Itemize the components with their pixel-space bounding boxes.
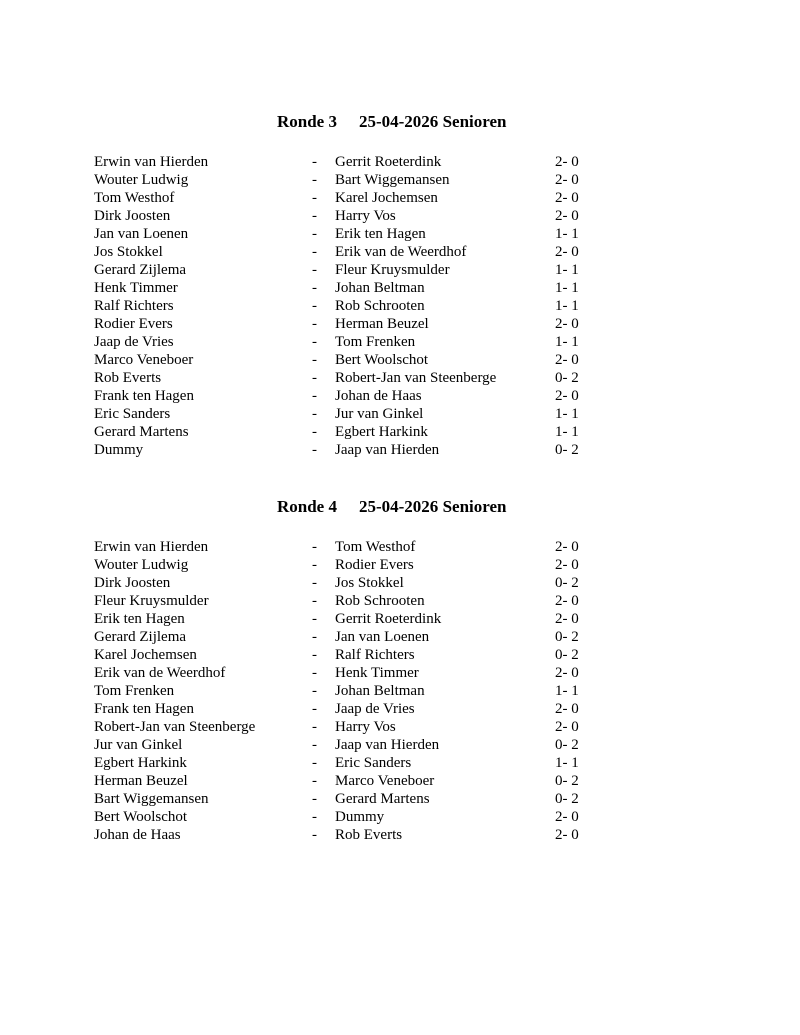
- pairing-score: 2- 0: [555, 593, 579, 609]
- pairing-row: [0, 243, 800, 261]
- pairing-row: [0, 387, 800, 405]
- pairing-row: [0, 225, 800, 243]
- pairing-score: 0- 2: [555, 773, 579, 789]
- pairing-score: 2- 0: [555, 827, 579, 843]
- pairing-score: 2- 0: [555, 719, 579, 735]
- black-player: Johan de Haas: [335, 388, 422, 404]
- pairing-score: 2- 0: [555, 557, 579, 573]
- pairing-separator: -: [312, 665, 317, 681]
- pairing-separator: -: [312, 190, 317, 206]
- black-player: Fleur Kruysmulder: [335, 262, 450, 278]
- white-player: Bart Wiggemansen: [94, 791, 209, 807]
- pairing-row: [0, 261, 800, 279]
- pairing-separator: -: [312, 370, 317, 386]
- pairing-separator: -: [312, 539, 317, 555]
- black-player: Henk Timmer: [335, 665, 419, 681]
- pairing-row: [0, 279, 800, 297]
- pairing-row: [0, 592, 800, 610]
- pairing-score: 0- 2: [555, 575, 579, 591]
- pairing-separator: -: [312, 262, 317, 278]
- white-player: Dirk Joosten: [94, 575, 171, 591]
- pairing-row: [0, 628, 800, 646]
- pairing-score: 0- 2: [555, 370, 579, 386]
- pairing-separator: -: [312, 442, 317, 458]
- white-player: Gerard Martens: [94, 424, 189, 440]
- pairing-separator: -: [312, 827, 317, 843]
- round-date: 25-04-2026: [358, 112, 439, 131]
- pairing-separator: -: [312, 629, 317, 645]
- pairing-separator: -: [312, 316, 317, 332]
- black-player: Johan Beltman: [335, 280, 425, 296]
- pairing-separator: -: [312, 719, 317, 735]
- pairing-row: [0, 646, 800, 664]
- pairing-score: 2- 0: [555, 244, 579, 260]
- pairing-separator: -: [312, 737, 317, 753]
- pairing-separator: -: [312, 755, 317, 771]
- white-player: Herman Beuzel: [94, 773, 188, 789]
- pairing-separator: -: [312, 683, 317, 699]
- white-player: Frank ten Hagen: [94, 388, 194, 404]
- black-player: Marco Veneboer: [335, 773, 435, 789]
- white-player: Egbert Harkink: [94, 755, 187, 771]
- pairing-row: [0, 297, 800, 315]
- pairing-row: [0, 333, 800, 351]
- round-3-title: [277, 110, 506, 134]
- black-player: Jan van Loenen: [335, 629, 430, 645]
- pairing-score: 2- 0: [555, 172, 579, 188]
- white-player: Gerard Zijlema: [94, 629, 187, 645]
- white-player: Jur van Ginkel: [94, 737, 183, 753]
- white-player: Jan van Loenen: [94, 226, 189, 242]
- pairing-score: 1- 1: [555, 334, 579, 350]
- round-label: Ronde 3: [277, 112, 337, 131]
- black-player: Egbert Harkink: [335, 424, 428, 440]
- pairing-row: [0, 808, 800, 826]
- white-player: Karel Jochemsen: [94, 647, 197, 663]
- white-player: Erwin van Hierden: [94, 154, 209, 170]
- pairing-row: [0, 700, 800, 718]
- pairing-score: 2- 0: [555, 539, 579, 555]
- black-player: Gerard Martens: [335, 791, 430, 807]
- black-player: Gerrit Roeterdink: [335, 154, 442, 170]
- pairing-row: [0, 826, 800, 844]
- pairings-list: [0, 153, 800, 459]
- pairing-score: 2- 0: [555, 154, 579, 170]
- black-player: Dummy: [335, 809, 385, 825]
- black-player: Harry Vos: [335, 208, 396, 224]
- white-player: Tom Westhof: [94, 190, 175, 206]
- pairing-score: 2- 0: [555, 611, 579, 627]
- pairing-separator: -: [312, 244, 317, 260]
- pairing-score: 1- 1: [555, 755, 579, 771]
- pairing-separator: -: [312, 298, 317, 314]
- pairing-row: [0, 315, 800, 333]
- pairing-separator: -: [312, 593, 317, 609]
- black-player: Jos Stokkel: [335, 575, 404, 591]
- black-player: Ralf Richters: [335, 647, 415, 663]
- pairing-row: [0, 423, 800, 441]
- white-player: Eric Sanders: [94, 406, 171, 422]
- pairing-separator: -: [312, 557, 317, 573]
- pairing-row: [0, 405, 800, 423]
- white-player: Rob Everts: [94, 370, 162, 386]
- black-player: Jur van Ginkel: [335, 406, 424, 422]
- black-player: Robert-Jan van Steenberge: [335, 370, 497, 386]
- pairing-separator: -: [312, 424, 317, 440]
- black-player: Harry Vos: [335, 719, 396, 735]
- round-date: 25-04-2026: [358, 497, 439, 516]
- round-group: Senioren: [442, 112, 507, 131]
- black-player: Rob Everts: [335, 827, 403, 843]
- black-player: Jaap van Hierden: [335, 442, 440, 458]
- pairing-row: [0, 207, 800, 225]
- pairing-score: 2- 0: [555, 388, 579, 404]
- pairing-score: 2- 0: [555, 665, 579, 681]
- pairing-score: 1- 1: [555, 226, 579, 242]
- pairing-separator: -: [312, 647, 317, 663]
- pairing-separator: -: [312, 406, 317, 422]
- pairing-separator: -: [312, 611, 317, 627]
- white-player: Bert Woolschot: [94, 809, 188, 825]
- black-player: Johan Beltman: [335, 683, 425, 699]
- pairing-separator: -: [312, 773, 317, 789]
- black-player: Rob Schrooten: [335, 593, 425, 609]
- black-player: Tom Westhof: [335, 539, 416, 555]
- white-player: Frank ten Hagen: [94, 701, 194, 717]
- pairing-score: 1- 1: [555, 424, 579, 440]
- white-player: Jaap de Vries: [94, 334, 174, 350]
- pairing-score: 0- 2: [555, 737, 579, 753]
- pairing-score: 1- 1: [555, 406, 579, 422]
- white-player: Marco Veneboer: [94, 352, 194, 368]
- white-player: Erik ten Hagen: [94, 611, 185, 627]
- white-player: Henk Timmer: [94, 280, 178, 296]
- white-player: Wouter Ludwig: [94, 557, 189, 573]
- white-player: Fleur Kruysmulder: [94, 593, 209, 609]
- pairings-list: [0, 538, 800, 844]
- pairing-row: [0, 610, 800, 628]
- pairing-score: 2- 0: [555, 316, 579, 332]
- white-player: Dirk Joosten: [94, 208, 171, 224]
- white-player: Dummy: [94, 442, 144, 458]
- white-player: Jos Stokkel: [94, 244, 163, 260]
- pairing-separator: -: [312, 334, 317, 350]
- pairing-separator: -: [312, 154, 317, 170]
- pairing-score: 2- 0: [555, 208, 579, 224]
- round-group: Senioren: [442, 497, 507, 516]
- pairing-separator: -: [312, 208, 317, 224]
- pairing-row: [0, 538, 800, 556]
- pairing-separator: -: [312, 280, 317, 296]
- pairing-row: [0, 664, 800, 682]
- pairing-separator: -: [312, 809, 317, 825]
- white-player: Ralf Richters: [94, 298, 174, 314]
- pairing-separator: -: [312, 388, 317, 404]
- black-player: Gerrit Roeterdink: [335, 611, 442, 627]
- black-player: Tom Frenken: [335, 334, 416, 350]
- pairing-row: [0, 351, 800, 369]
- pairing-row: [0, 189, 800, 207]
- black-player: Bart Wiggemansen: [335, 172, 450, 188]
- pairing-separator: -: [312, 226, 317, 242]
- pairing-score: 1- 1: [555, 298, 579, 314]
- white-player: Erwin van Hierden: [94, 539, 209, 555]
- round-label: Ronde 4: [277, 497, 337, 516]
- pairing-row: [0, 718, 800, 736]
- pairing-row: [0, 556, 800, 574]
- pairing-score: 0- 2: [555, 791, 579, 807]
- white-player: Johan de Haas: [94, 827, 181, 843]
- pairing-score: 1- 1: [555, 262, 579, 278]
- black-player: Eric Sanders: [335, 755, 412, 771]
- pairing-row: [0, 153, 800, 171]
- black-player: Erik ten Hagen: [335, 226, 426, 242]
- pairing-row: [0, 171, 800, 189]
- pairing-row: [0, 574, 800, 592]
- pairing-score: 2- 0: [555, 352, 579, 368]
- pairing-separator: -: [312, 791, 317, 807]
- pairing-score: 2- 0: [555, 701, 579, 717]
- white-player: Tom Frenken: [94, 683, 175, 699]
- black-player: Bert Woolschot: [335, 352, 429, 368]
- pairing-score: 0- 2: [555, 647, 579, 663]
- pairing-row: [0, 790, 800, 808]
- black-player: Erik van de Weerdhof: [335, 244, 467, 260]
- round-4-title: [277, 495, 506, 519]
- black-player: Rob Schrooten: [335, 298, 425, 314]
- pairing-row: [0, 754, 800, 772]
- pairing-score: 0- 2: [555, 442, 579, 458]
- pairing-separator: -: [312, 352, 317, 368]
- black-player: Herman Beuzel: [335, 316, 429, 332]
- white-player: Erik van de Weerdhof: [94, 665, 226, 681]
- pairing-score: 1- 1: [555, 683, 579, 699]
- black-player: Jaap de Vries: [335, 701, 415, 717]
- pairing-separator: -: [312, 701, 317, 717]
- pairing-score: 0- 2: [555, 629, 579, 645]
- white-player: Gerard Zijlema: [94, 262, 187, 278]
- pairing-row: [0, 441, 800, 459]
- black-player: Jaap van Hierden: [335, 737, 440, 753]
- pairing-row: [0, 369, 800, 387]
- black-player: Rodier Evers: [335, 557, 414, 573]
- white-player: Rodier Evers: [94, 316, 173, 332]
- pairing-row: [0, 772, 800, 790]
- white-player: Robert-Jan van Steenberge: [94, 719, 256, 735]
- pairing-separator: -: [312, 575, 317, 591]
- pairing-score: 2- 0: [555, 809, 579, 825]
- white-player: Wouter Ludwig: [94, 172, 189, 188]
- pairing-score: 2- 0: [555, 190, 579, 206]
- pairing-score: 1- 1: [555, 280, 579, 296]
- pairing-separator: -: [312, 172, 317, 188]
- black-player: Karel Jochemsen: [335, 190, 438, 206]
- pairing-row: [0, 682, 800, 700]
- pairing-row: [0, 736, 800, 754]
